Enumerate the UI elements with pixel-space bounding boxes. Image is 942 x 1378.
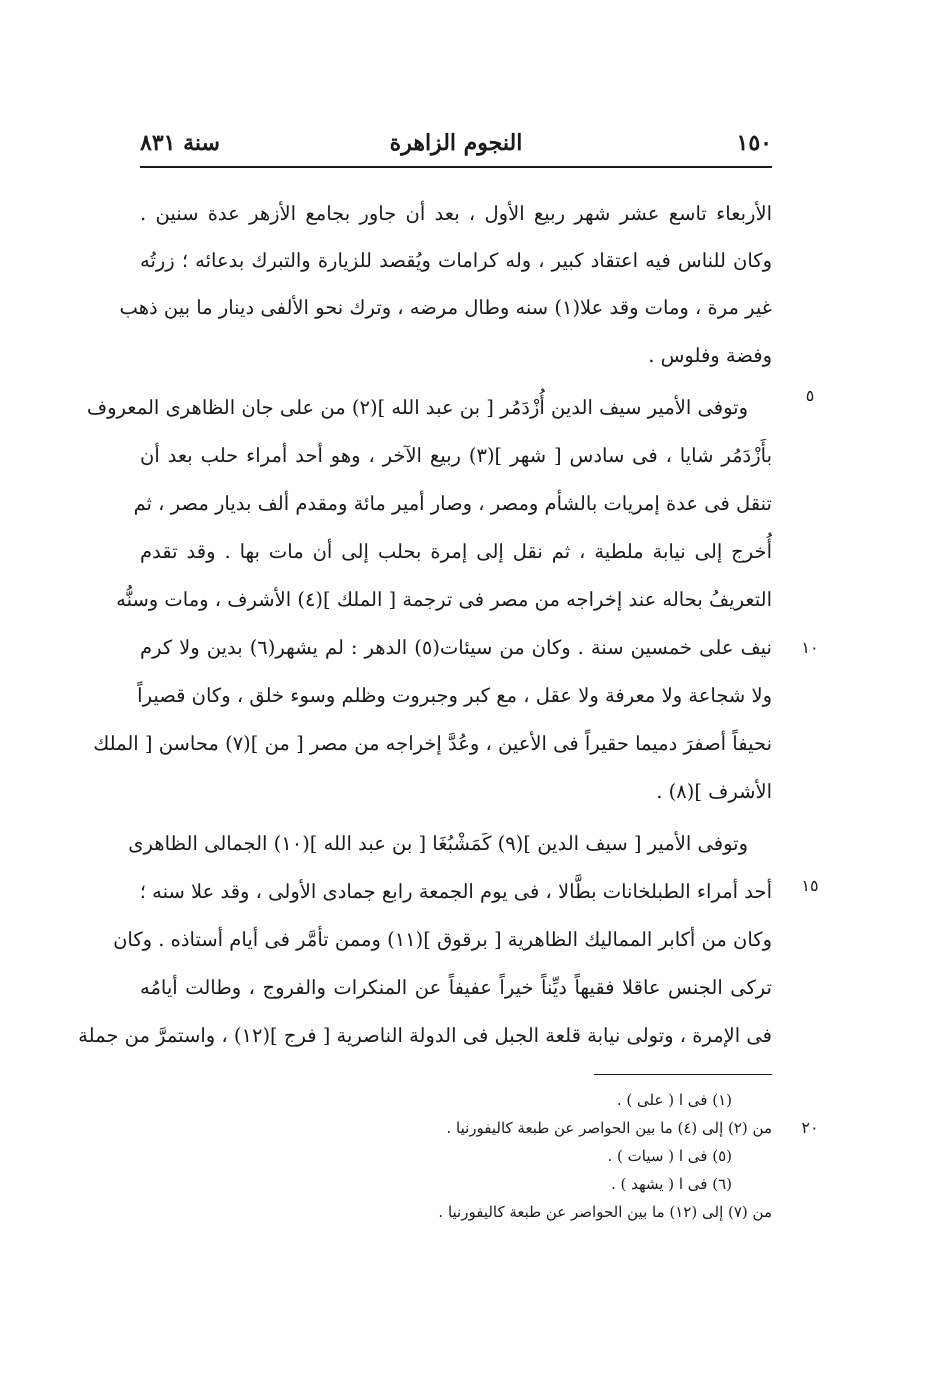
footnote: (٥) فى ا ( سيات ) . [607,1147,732,1165]
text-line: ولا شجاعة ولا معرفة ولا عقل ، مع كبر وجبروت وظلم وسوء خلق ، وكان قصيراً [137,684,772,707]
text-line: وتوفى الأمير [ سيف الدين ](٩) كَمَشْبُغَا [ بن عبد الله ](١٠) الجمالى الظاهرى [128,832,748,855]
header-rule [140,166,772,168]
running-header [140,126,772,166]
footnote: من (٧) إلى (١٢) ما بين الحواصر عن طبعة كاليفورنيا . [438,1203,772,1221]
line-number: ٥ [805,386,815,405]
text-line: تنقل فى عدة إمريات بالشأم ومصر ، وصار أمير مائة ومقدم ألف بديار مصر ، ثم [133,492,772,515]
text-line: نيف على خمسين سنة . وكان من سيئات(٥) الدهر : لم يشهر(٦) بدين ولا كرم [140,636,772,659]
footnote: (٦) فى ا ( يشهد ) . [610,1175,732,1193]
line-number: ١٥ [801,876,819,895]
footnote-rule [594,1074,772,1075]
text-line: الأشرف ](٨) . [656,780,772,803]
text-line: أحد أمراء الطبلخانات بطَّالا ، فى يوم الجمعة رابع جمادى الأولى ، وقد علا سنه ؛ [139,880,772,903]
text-line: أُخرج إلى نيابة ملطية ، ثم نقل إلى إمرة بحلب إلى أن مات بها . وقد تقدم [140,540,772,563]
text-line: التعريفُ بحاله عند إخراجه من مصر فى ترجمة [ الملك ](٤) الأشرف ، ومات وسنُّه [116,588,772,611]
text-line: بأَزْدَمُر شايا ، فى سادس [ شهر ](٣) ربيع الآخر ، وهو أحد أمراء حلب بعد أن [140,444,772,467]
text-line: وكان من أكابر المماليك الظاهرية [ برقوق ](١١) وممن تأمَّر فى أيام أستاذه . وكان [113,928,772,951]
footnote: (١) فى ا ( على ) . [616,1091,732,1109]
text-line: نحيفاً أصفرَ دميما حقيراً فى الأعين ، وعُدَّ إخراجه من مصر [ من ](٧) محاسن [ الملك [93,732,772,755]
book-title: النجوم الزاهرة [389,130,523,156]
text-line: الأربعاء تاسع عشر شهر ربيع الأول ، بعد أن جاور بجامع الأزهر عدة سنين . [140,202,772,225]
text-line: تركى الجنس عاقلا فقيهاً ديِّناً خيراً عفيفاً عن المنكرات والفروج ، وطالت أيامُه [140,976,772,999]
text-line: غير مرة ، ومات وقد علا(١) سنه وطال مرضه ، وترك نحو الألفى دينار ما بين ذهب [119,296,772,319]
text-line: وفضة وفلوس . [648,344,772,367]
text-line: وتوفى الأمير سيف الدين أُزْدَمُر [ بن عبد الله ](٢) من على جان الظاهرى المعروف [86,396,748,419]
year-label: سنة ٨٣١ [140,130,220,156]
line-number: ٢٠ [801,1118,819,1137]
footnote: من (٢) إلى (٤) ما بين الحواصر عن طبعة كاليفورنيا . [446,1119,772,1137]
page-number: ١٥٠ [736,130,772,156]
text-line: وكان للناس فيه اعتقاد كبير ، وله كرامات ويُقصد للزيارة والتبرك بدعائه ؛ زرتُه [140,249,772,272]
text-line: فى الإمرة ، وتولى نيابة قلعة الجبل فى الدولة الناصرية [ فرج ](١٢) ، واستمرَّ من جملة [78,1024,772,1047]
line-number: ١٠ [801,638,819,657]
